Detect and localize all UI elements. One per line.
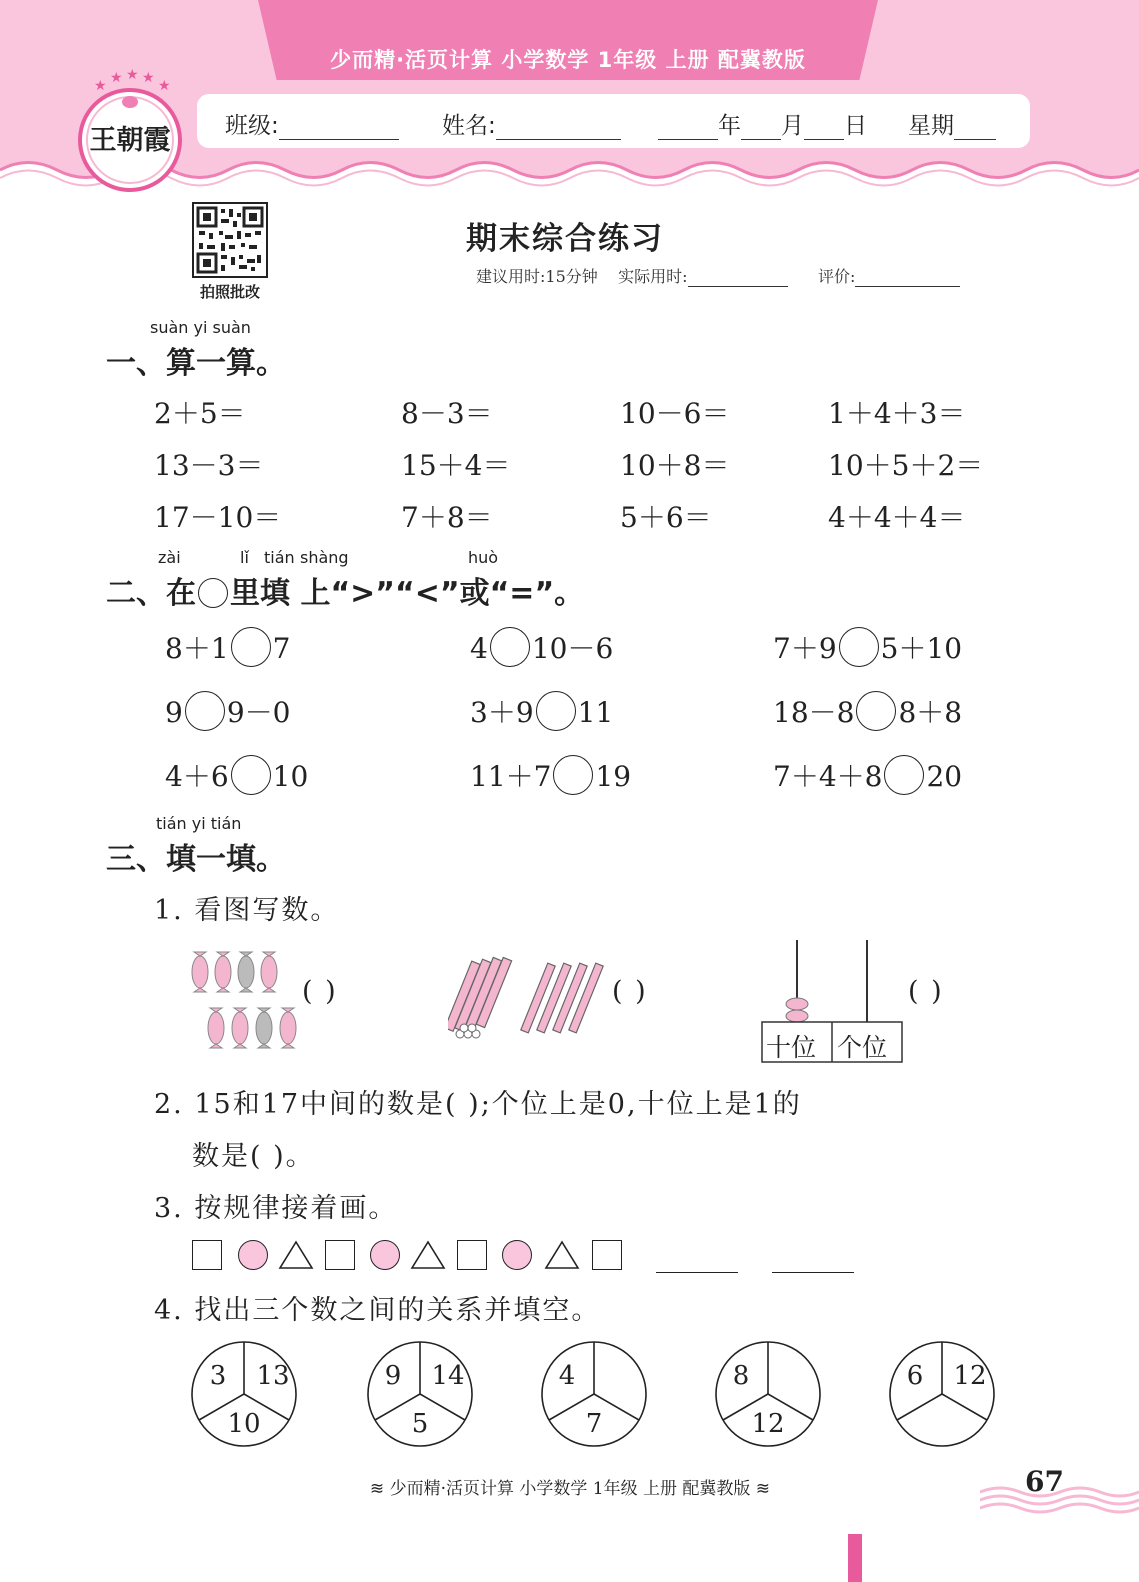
question-4: 4. 找出三个数之间的关系并填空。 [154,1295,601,1326]
number-pie [888,1340,996,1448]
compare-circle[interactable] [839,627,879,667]
logo-text: 王朝霞 [89,125,171,156]
triangle-shape [544,1240,580,1270]
abacus-tens-label: 十位 [766,1033,817,1062]
footer-text: ≋ 少而精·活页计算 小学数学 1年级 上册 配冀教版 ≋ [369,1479,771,1499]
compare-item: 9 9－0 [165,691,290,735]
pinyin-shang: shàng [300,548,349,567]
question-3: 3. 按规律接着画。 [154,1193,398,1224]
section2-title-part1: 二、在 [106,576,196,611]
pie-value[interactable]: 13 [256,1361,290,1391]
pie-value[interactable]: 6 [906,1361,924,1391]
star-icon: ★ [126,67,139,83]
weekday-field[interactable] [908,107,996,140]
date-field[interactable] [658,107,867,140]
class-label: 班级: [225,113,279,139]
compare-circle[interactable] [231,627,271,667]
arith-item: 15＋4＝ [401,449,511,482]
compare-circle[interactable] [231,755,271,795]
compare-circle[interactable] [490,627,530,667]
arith-item: 17－10＝ [154,501,282,534]
suggested-time: 建议用时:15分钟 [476,267,598,286]
pattern-answer-blank[interactable] [772,1272,854,1273]
square-shape [457,1240,487,1270]
name-field[interactable] [442,107,621,140]
arith-item: 8－3＝ [401,397,493,430]
pinyin-li: lǐ [240,548,249,567]
arith-item: 2＋5＝ [154,397,246,430]
compare-item: 8＋1 7 [165,627,290,671]
rating-field[interactable] [855,268,960,287]
pie-value[interactable]: 8 [732,1361,750,1391]
answer-paren[interactable]: ( ) [908,976,944,1007]
arith-item: 10＋5＋2＝ [828,449,984,482]
series-title: 少而精·活页计算 小学数学 1年级 上册 配冀教版 [330,48,806,72]
square-shape [192,1240,222,1270]
pattern-answer-blank[interactable] [656,1272,738,1273]
class-field[interactable] [225,107,399,140]
square-shape [325,1240,355,1270]
compare-circle[interactable] [536,691,576,731]
compare-item: 3＋9 11 [470,691,613,735]
compare-item: 18－8 8＋8 [773,691,962,735]
section1-title: 一、算一算。 [106,346,286,381]
bottom-marker [848,1534,862,1582]
pie-value[interactable]: 14 [431,1361,465,1391]
circle-shape [370,1240,400,1270]
arith-item: 13－3＝ [154,449,264,482]
compare-item: 4＋6 10 [165,755,308,799]
arith-item: 7＋8＝ [401,501,493,534]
star-icon: ★ [94,78,107,94]
arith-item: 10－6＝ [620,397,730,430]
section3-pinyin: tián yi tián [156,814,242,833]
section2-title [106,568,584,612]
compare-circle[interactable] [884,755,924,795]
compare-circle[interactable] [856,691,896,731]
question-1: 1. 看图写数。 [154,895,340,926]
section3-title: 三、填一填。 [106,842,286,877]
question-2-line1: 2. 15和17中间的数是( );个位上是0,十位上是1的 [154,1089,802,1120]
answer-paren[interactable]: ( ) [302,976,338,1007]
question-2-line2: 数是( )。 [192,1141,315,1172]
circle-shape [502,1240,532,1270]
arith-item: 5＋6＝ [620,501,712,534]
arith-item: 1＋4＋3＝ [828,397,966,430]
pinyin-huo: huò [468,548,499,567]
compare-circle[interactable] [185,691,225,731]
pinyin-zai: zài [158,548,181,567]
actual-time-label: 实际用时: [618,267,688,286]
triangle-shape [410,1240,446,1270]
circle-blank-icon [198,578,228,608]
abacus-ones-label: 个位 [837,1033,888,1062]
pinyin-tian: tián [264,548,295,567]
pie-value[interactable]: 3 [209,1361,227,1391]
crown-icon [122,96,138,108]
compare-item: 7＋4＋8 20 [773,755,962,799]
year-label: 年 [718,113,741,139]
page-title: 期末综合练习 [466,221,664,257]
circle-shape [238,1240,268,1270]
weekday-label: 星期 [908,113,954,139]
qr-code-icon[interactable] [192,202,268,278]
pie-value[interactable]: 9 [384,1361,402,1391]
month-label: 月 [781,113,804,139]
star-icon: ★ [110,70,123,86]
section1-pinyin: suàn yi suàn [150,318,251,337]
arith-item: 10＋8＝ [620,449,730,482]
actual-time-field[interactable] [688,268,788,287]
day-label: 日 [844,113,867,139]
pie-value[interactable]: 12 [953,1361,987,1391]
pie-value[interactable]: 12 [751,1409,785,1439]
pie-value[interactable]: 5 [411,1409,429,1439]
rating-label: 评价: [818,267,856,286]
square-shape [592,1240,622,1270]
compare-item: 11＋7 19 [470,755,631,799]
page-number: 67 [1025,1465,1064,1498]
section2-title-part2: 里填 上“>”“<”或“=”。 [230,576,585,611]
candies-illustration [188,946,308,1056]
answer-paren[interactable]: ( ) [612,976,648,1007]
time-info [476,264,960,287]
pie-value[interactable]: 10 [227,1409,261,1439]
compare-circle[interactable] [553,755,593,795]
name-label: 姓名: [442,113,496,139]
triangle-shape [278,1240,314,1270]
qr-label: 拍照批改 [199,283,260,301]
pie-value[interactable]: 7 [585,1409,603,1439]
pie-value[interactable]: 4 [558,1361,576,1391]
compare-item: 7＋9 5＋10 [773,627,962,671]
compare-item: 4 10－6 [470,627,613,671]
sticks-illustration [448,950,613,1046]
star-icon: ★ [142,70,155,86]
arith-item: 4＋4＋4＝ [828,501,966,534]
star-icon: ★ [158,78,171,94]
